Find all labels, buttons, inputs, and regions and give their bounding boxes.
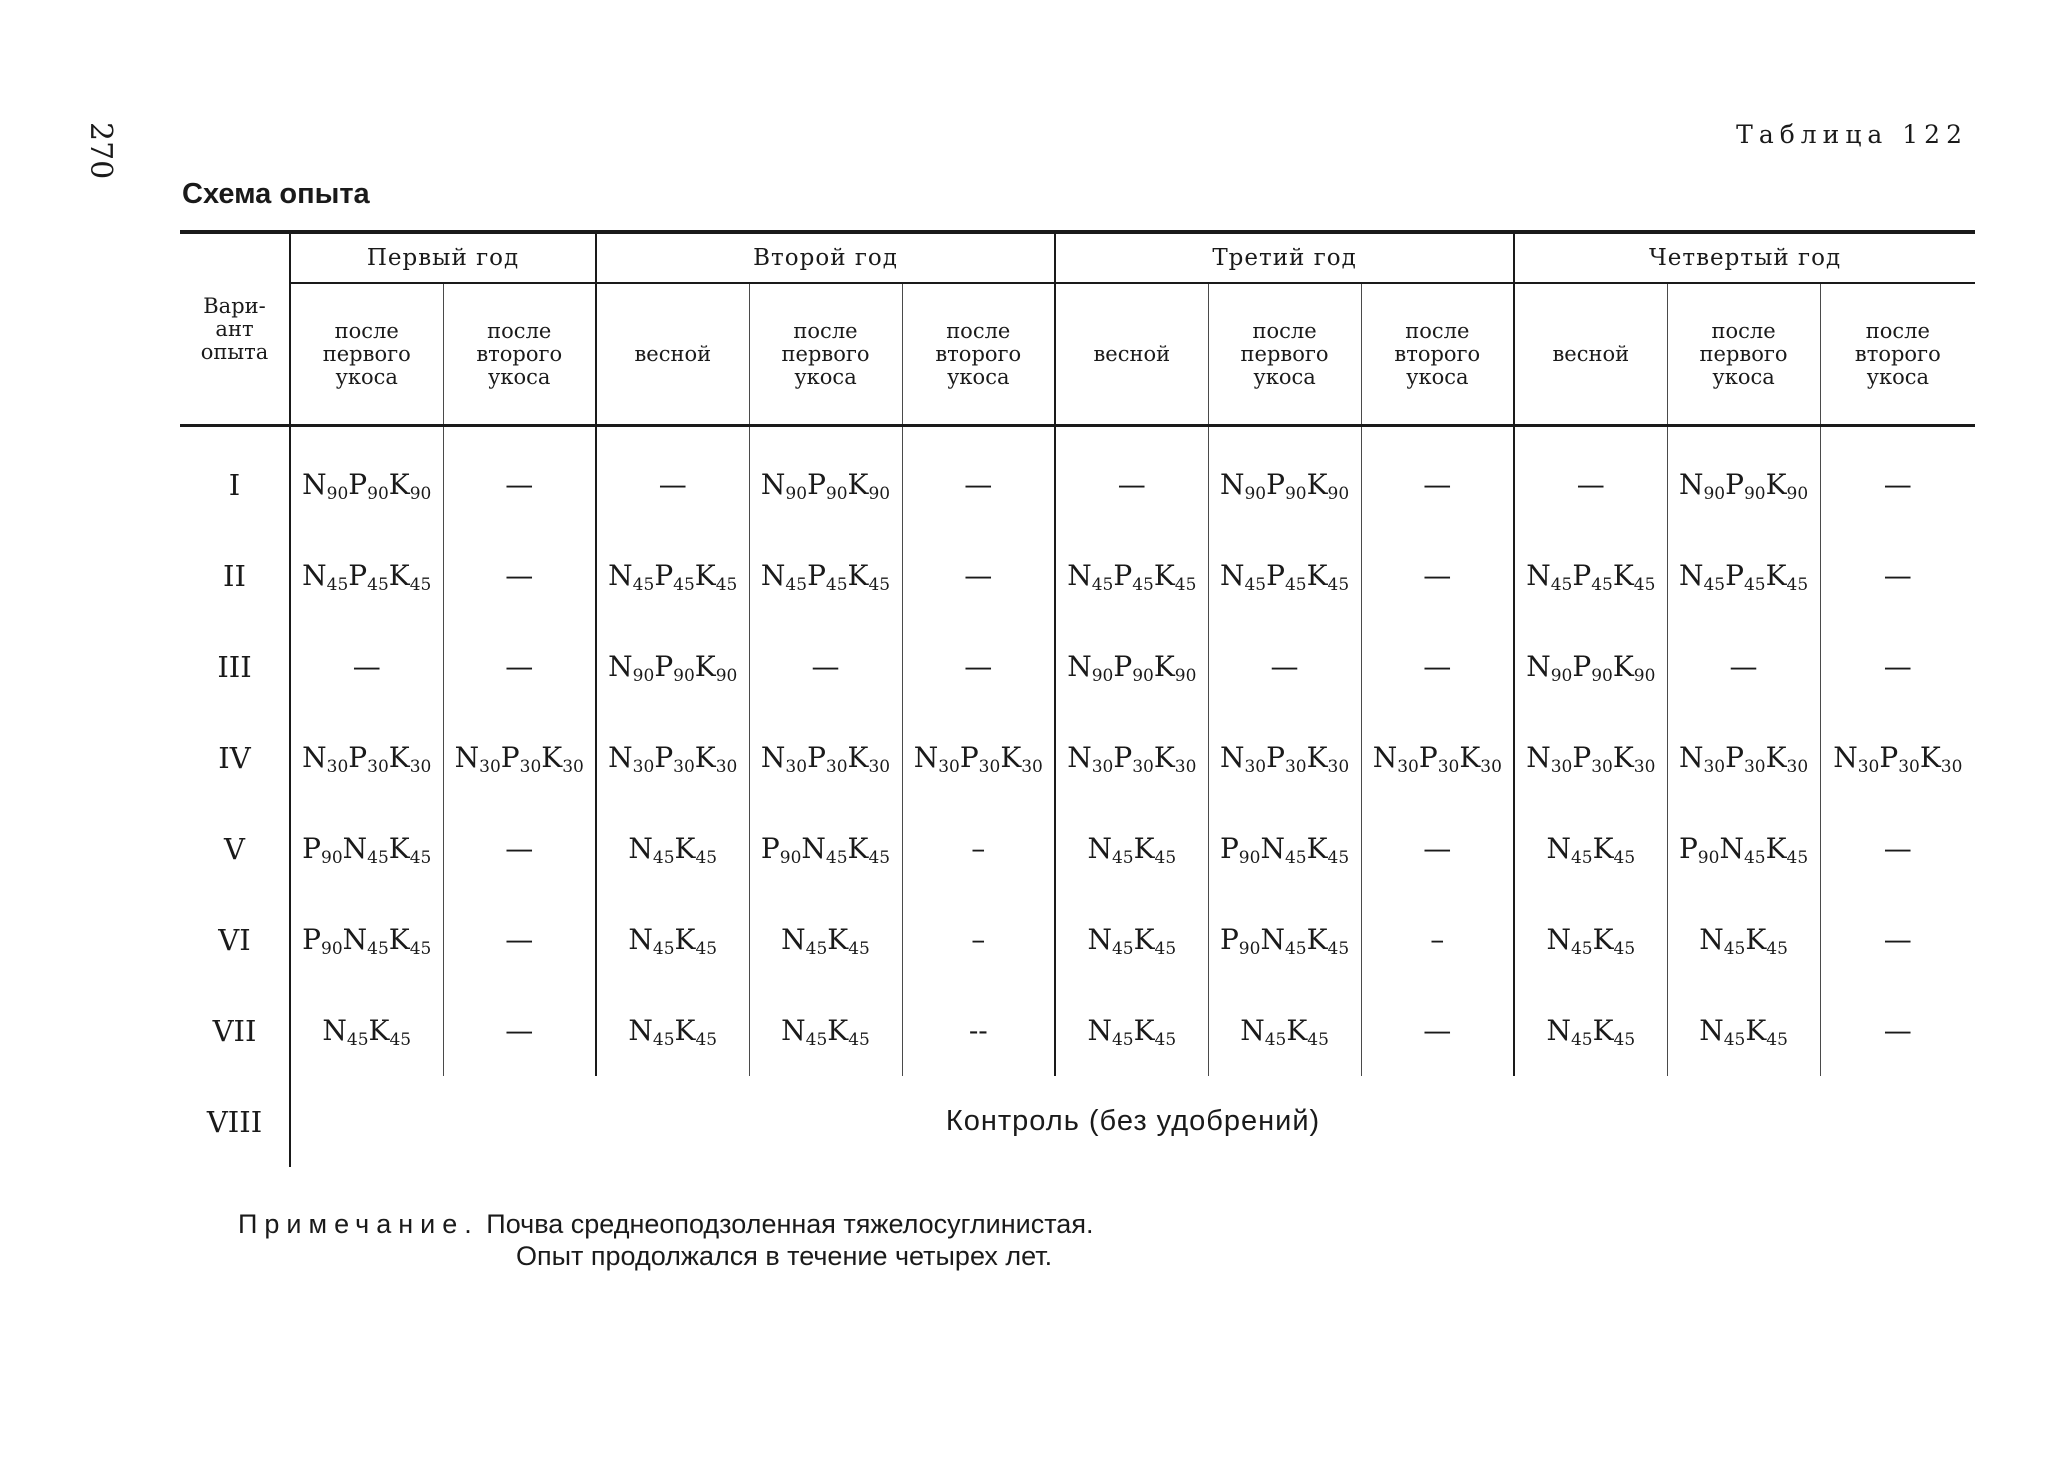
table-cell: $P_{90}N_{45}K_{45}$ — [290, 803, 443, 894]
table-cell: — — [443, 894, 596, 985]
subcolumn-header: после первого укоса — [290, 283, 443, 426]
subcolumn-header: после второго укоса — [902, 283, 1055, 426]
table-cell: -- — [902, 985, 1055, 1076]
note-text-1: Почва среднеоподзоленная тяжелосуглинистая. — [486, 1209, 1094, 1239]
table-cell: – — [902, 894, 1055, 985]
page-number: 270 — [83, 122, 118, 180]
variant-label: IV — [218, 740, 251, 775]
table-cell: $N_{45}P_{45}K_{45}$ — [1667, 530, 1820, 621]
table-cell: — — [1820, 803, 1975, 894]
table-cell: — — [1514, 439, 1667, 530]
table-row — [180, 985, 1975, 1076]
table-cell: $N_{90}P_{90}K_{90}$ — [596, 621, 749, 712]
table-cell: — — [1820, 894, 1975, 985]
table-cell: — — [1361, 803, 1514, 894]
table-cell: — — [1820, 985, 1975, 1076]
table-cell: — — [443, 621, 596, 712]
table-row — [180, 621, 1975, 712]
table-cell: — — [1820, 621, 1975, 712]
table-cell: $N_{30}P_{30}K_{30}$ — [1361, 712, 1514, 803]
table-cell: $N_{45}P_{45}K_{45}$ — [749, 530, 902, 621]
table-cell: $N_{30}P_{30}K_{30}$ — [902, 712, 1055, 803]
table-cell: – — [1361, 894, 1514, 985]
table-cell: — — [902, 530, 1055, 621]
control-text: Контроль (без удобрений) — [290, 1076, 1975, 1167]
table-cell: $N_{30}P_{30}K_{30}$ — [290, 712, 443, 803]
table-cell: — — [1055, 439, 1208, 530]
table-cell: — — [443, 803, 596, 894]
variant-label: VI — [218, 922, 251, 957]
subcolumn-header: весной — [596, 283, 749, 426]
table-cell: $N_{45}P_{45}K_{45}$ — [290, 530, 443, 621]
table-cell: $N_{45}K_{45}$ — [1055, 894, 1208, 985]
note-line-2: Опыт продолжался в течение четырех лет. — [516, 1241, 1053, 1271]
table-row — [180, 712, 1975, 803]
table-cell: $N_{45}K_{45}$ — [1208, 985, 1361, 1076]
table-cell: $N_{90}P_{90}K_{90}$ — [1055, 621, 1208, 712]
table-cell: $N_{45}K_{45}$ — [596, 803, 749, 894]
experiment-scheme-table — [180, 230, 1975, 1167]
table-cell: $N_{90}P_{90}K_{90}$ — [1667, 439, 1820, 530]
table-cell: $N_{30}P_{30}K_{30}$ — [1514, 712, 1667, 803]
table-row — [180, 894, 1975, 985]
subcolumn-header: после второго укоса — [1820, 283, 1975, 426]
table-cell: $N_{45}K_{45}$ — [749, 894, 902, 985]
table-row — [180, 803, 1975, 894]
subcolumn-header: после второго укоса — [443, 283, 596, 426]
subcolumn-header: после первого укоса — [1208, 283, 1361, 426]
table-note — [238, 1208, 1093, 1272]
variant-label: II — [223, 558, 246, 593]
table-cell: $N_{30}P_{30}K_{30}$ — [1208, 712, 1361, 803]
table-cell: $N_{45}P_{45}K_{45}$ — [1055, 530, 1208, 621]
table-cell: $N_{45}P_{45}K_{45}$ — [1208, 530, 1361, 621]
table-cell: — — [443, 439, 596, 530]
subcolumn-header: после первого укоса — [749, 283, 902, 426]
table-cell: — — [1361, 530, 1514, 621]
table-cell: $N_{45}K_{45}$ — [1055, 803, 1208, 894]
subcolumn-header: после первого укоса — [1667, 283, 1820, 426]
table-cell: $N_{45}P_{45}K_{45}$ — [1514, 530, 1667, 621]
table-body — [180, 426, 1975, 1168]
table-cell: $N_{45}K_{45}$ — [1514, 803, 1667, 894]
table-cell: — — [1361, 621, 1514, 712]
table-cell: — — [1820, 530, 1975, 621]
table-cell: $P_{90}N_{45}K_{45}$ — [1208, 803, 1361, 894]
subcolumn-header: весной — [1055, 283, 1208, 426]
table-cell: $P_{90}N_{45}K_{45}$ — [749, 803, 902, 894]
table-cell: — — [1361, 985, 1514, 1076]
table-cell: $N_{30}P_{30}K_{30}$ — [1055, 712, 1208, 803]
table-cell: $P_{90}N_{45}K_{45}$ — [1667, 803, 1820, 894]
variant-column-header: Вари- ант опыта — [180, 232, 290, 426]
table-cell: $N_{45}K_{45}$ — [596, 894, 749, 985]
table-cell: — — [290, 621, 443, 712]
year-header-3: Третий год — [1055, 232, 1514, 283]
table-cell: $N_{30}P_{30}K_{30}$ — [1820, 712, 1975, 803]
subcolumn-header: весной — [1514, 283, 1667, 426]
table-title: Схема опыта — [182, 178, 370, 210]
variant-label: III — [217, 649, 252, 684]
table-cell: $N_{90}P_{90}K_{90}$ — [290, 439, 443, 530]
table-cell: $P_{90}N_{45}K_{45}$ — [1208, 894, 1361, 985]
table-cell: — — [1208, 621, 1361, 712]
table-cell: $N_{90}P_{90}K_{90}$ — [1208, 439, 1361, 530]
table-cell: $N_{45}K_{45}$ — [1514, 985, 1667, 1076]
table-cell: — — [1361, 439, 1514, 530]
table-cell: — — [1820, 439, 1975, 530]
variant-label: VIII — [206, 1104, 263, 1139]
year-header-1: Первый год — [290, 232, 596, 283]
table-cell: $P_{90}N_{45}K_{45}$ — [290, 894, 443, 985]
table-cell: $N_{45}K_{45}$ — [1667, 985, 1820, 1076]
table-cell: $N_{45}P_{45}K_{45}$ — [596, 530, 749, 621]
note-label: Примечание. — [238, 1209, 479, 1239]
table-cell: — — [749, 621, 902, 712]
table-cell: — — [596, 439, 749, 530]
table-cell: $N_{45}K_{45}$ — [1667, 894, 1820, 985]
table-cell: $N_{30}P_{30}K_{30}$ — [596, 712, 749, 803]
table-cell: $N_{45}K_{45}$ — [290, 985, 443, 1076]
year-header-4: Четвертый год — [1514, 232, 1975, 283]
table-cell: $N_{90}P_{90}K_{90}$ — [1514, 621, 1667, 712]
table-cell: $N_{90}P_{90}K_{90}$ — [749, 439, 902, 530]
variant-label: I — [228, 467, 241, 502]
table-cell: $N_{45}K_{45}$ — [1055, 985, 1208, 1076]
table-label: Таблица 122 — [1736, 120, 1968, 149]
table-cell: — — [443, 985, 596, 1076]
table-row — [180, 439, 1975, 530]
table-cell: — — [1667, 621, 1820, 712]
subcolumn-header: после второго укоса — [1361, 283, 1514, 426]
note-line-1 — [238, 1208, 1093, 1240]
table-cell: $N_{30}P_{30}K_{30}$ — [443, 712, 596, 803]
control-row — [180, 1076, 1975, 1167]
table-cell: $N_{30}P_{30}K_{30}$ — [1667, 712, 1820, 803]
table-cell: $N_{45}K_{45}$ — [749, 985, 902, 1076]
year-header-2: Второй год — [596, 232, 1055, 283]
table-cell: $N_{30}P_{30}K_{30}$ — [749, 712, 902, 803]
table-cell: $N_{45}K_{45}$ — [596, 985, 749, 1076]
variant-label: VII — [212, 1013, 257, 1048]
table-row — [180, 530, 1975, 621]
table-cell: — — [902, 621, 1055, 712]
table-cell: — — [902, 439, 1055, 530]
table-cell: – — [902, 803, 1055, 894]
variant-label: V — [224, 831, 245, 866]
table-cell: — — [443, 530, 596, 621]
table-cell: $N_{45}K_{45}$ — [1514, 894, 1667, 985]
